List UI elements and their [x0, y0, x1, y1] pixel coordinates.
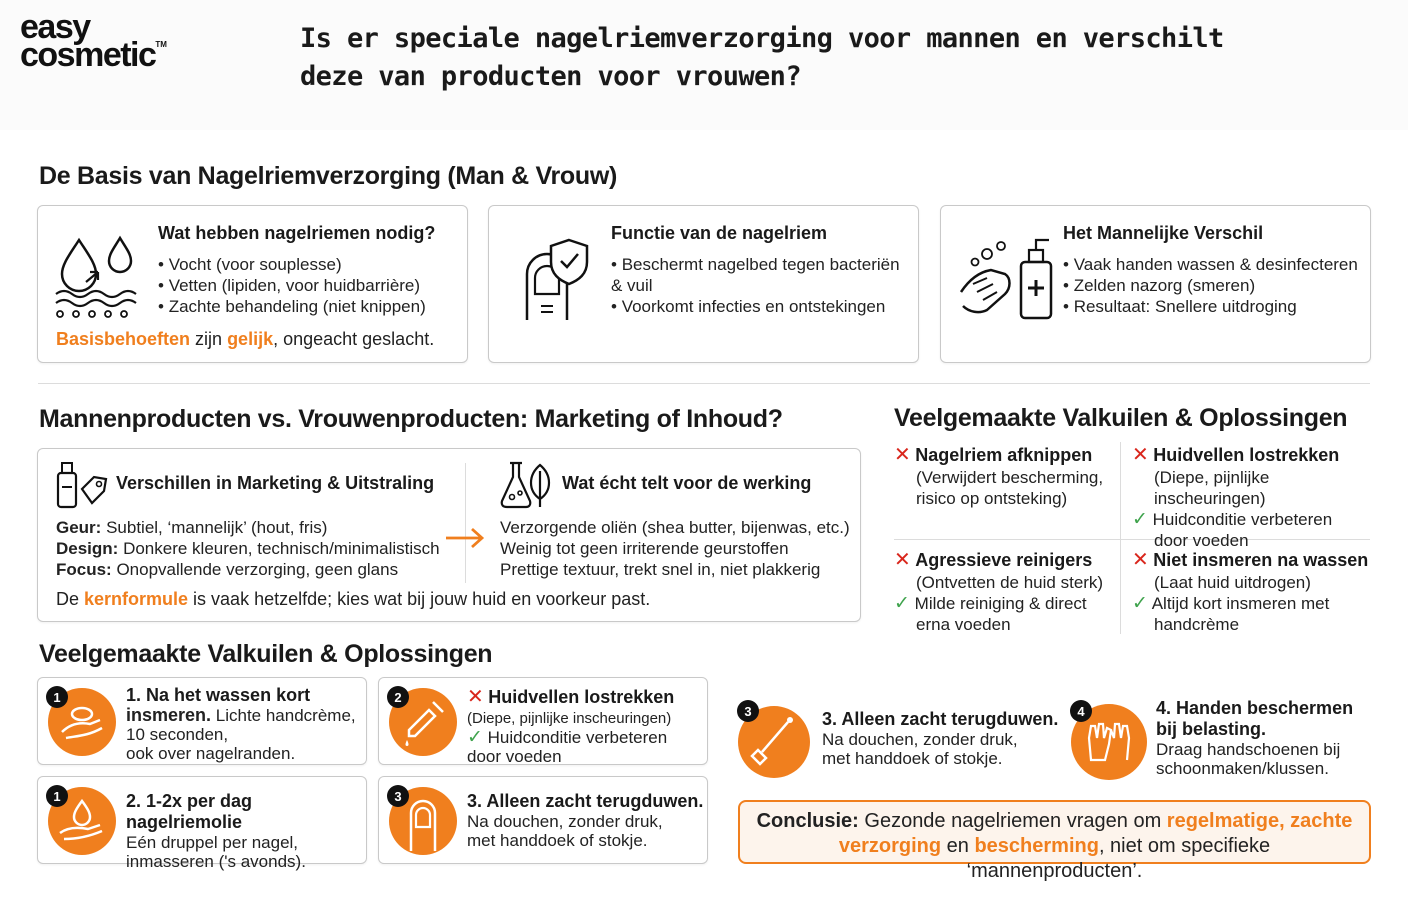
list-item: Prettige textuur, trekt snel in, niet plakkerig: [500, 560, 821, 579]
step-number: 3: [737, 700, 759, 722]
brand-line2: cosmetic: [20, 35, 156, 74]
list-item: • Zachte behandeling (niet knippen): [158, 296, 426, 317]
basis-card-difference: [940, 205, 1371, 363]
list-item: • Vaak handen wassen & desinfecteren: [1063, 254, 1358, 275]
list-item: • Vetten (lipiden, voor huidbarrière): [158, 275, 426, 296]
list-item: Design: Donkere kleuren, technisch/minimalistisch: [56, 539, 440, 558]
hand-wash-icon: [957, 232, 1057, 324]
check-icon: ✓: [467, 727, 483, 748]
finger-shield-icon: [519, 234, 599, 324]
list-item: • Resultaat: Snellere uitdroging: [1063, 296, 1358, 317]
pitfall-item: ✕ Huidvellen lostrekken (Diepe, pijnlijke inscheuringen) ✓ Huidconditie verbeteren door voeden: [1132, 444, 1340, 550]
list-item: • Vocht (voor souplesse): [158, 254, 426, 275]
water-drops-icon: [52, 232, 142, 322]
mvv-left-title: Verschillen in Marketing & Uitstraling: [116, 473, 435, 493]
card-needs-list: [158, 254, 426, 317]
page-title: Is er speciale nagelriemverzorging voor mannen en verschilt deze van producten voor vrouwen?: [300, 23, 1224, 92]
x-icon: ✕: [467, 686, 484, 708]
mvv-left-rows: [56, 517, 440, 580]
list-item: Weinig tot geen irriterende geurstoffen: [500, 539, 789, 558]
step-number: 3: [387, 785, 409, 807]
step-number: 1: [46, 785, 68, 807]
mvv-footer: De kernformule is vaak hetzelfde; kies wat bij jouw huid en voorkeur past.: [56, 589, 651, 609]
step-card: 1 1. Na het wassen kort insmeren. Lichte handcrème, 10 seconden, ook over nagelranden.: [37, 677, 367, 765]
card-difference-title: Het Mannelijke Verschil: [1063, 223, 1264, 243]
brand-line1: easy: [20, 8, 90, 46]
brand-logo[interactable]: [20, 8, 190, 74]
list-item: Verzorgende oliën (shea butter, bijenwas, etc.): [500, 518, 850, 537]
step-card: 2 ✕ Huidvellen lostrekken (Diepe, pijnlijke inscheuringen) ✓ Huidconditie verbeteren door voeden: [378, 677, 708, 765]
basis-heading: De Basis van Nagelriemverzorging (Man & Vrouw): [39, 162, 618, 190]
bottle-tag-icon: [54, 459, 108, 511]
x-icon: ✕: [894, 549, 911, 571]
mvv-heading: Mannenproducten vs. Vrouwenproducten: Marketing of Inhoud?: [39, 405, 783, 433]
pitfall-item: ✕ Niet insmeren na wassen (Laat huid uitdrogen) ✓ Altijd kort insmeren met handcrème: [1132, 549, 1369, 634]
mvv-right-rows: [500, 517, 850, 580]
pitfall-item: ✕ Agressieve reinigers (Ontvetten de huid sterk) ✓ Milde reiniging & direct erna voeden: [894, 549, 1104, 634]
card-function-title: Functie van de nagelriem: [611, 223, 828, 243]
card-needs-note: Basisbehoeften zijn gelijk, ongeacht geslacht.: [56, 329, 435, 349]
list-item: Focus: Onopvallende verzorging, geen glans: [56, 560, 399, 579]
section-divider: [38, 383, 1370, 384]
card-difference-list: [1063, 254, 1358, 317]
x-icon: ✕: [1132, 549, 1149, 571]
conclusion-label: Conclusie:: [756, 810, 859, 832]
mvv-column-divider: [465, 463, 466, 583]
step-card: 3 3. Alleen zacht terugduwen. Na douchen, zonder druk, met handdoek of stokje.: [378, 776, 708, 864]
flask-leaf-icon: [498, 459, 552, 511]
arrow-right-icon: [444, 527, 486, 549]
steps-heading: Veelgemaakte Valkuilen & Oplossingen: [39, 640, 493, 668]
pitfalls-heading: Veelgemaakte Valkuilen & Oplossingen: [894, 404, 1348, 432]
list-item: Geur: Subtiel, ‘mannelijk’ (hout, fris): [56, 518, 328, 537]
check-icon: ✓: [1132, 593, 1148, 614]
list-item: • Zelden nazorg (smeren): [1063, 275, 1358, 296]
basis-card-function: [488, 205, 919, 363]
check-icon: ✓: [1132, 509, 1148, 530]
pitfalls-vdivider: [1120, 442, 1121, 634]
pitfall-item: ✕ Nagelriem afknippen (Verwijdert bescherming, risico op ontsteking): [894, 444, 1104, 508]
step-number: 2: [387, 686, 409, 708]
x-icon: ✕: [894, 444, 911, 466]
step-card: 1 2. 1-2x per dag nagelriemolie Eén druppel per nagel, inmasseren ('s avonds).: [37, 776, 367, 864]
step-block: 3. Alleen zacht terugduwen. Na douchen, zonder druk, met handdoek of stokje.: [822, 709, 1059, 768]
list-item: • Beschermt nagelbed tegen bacteriën & vuil: [611, 255, 900, 295]
card-needs-title: Wat hebben nagelriemen nodig?: [158, 223, 436, 243]
card-function-list: [611, 254, 911, 317]
brand-tm: TM: [155, 39, 167, 49]
conclusion-box: Conclusie: Gezonde nagelriemen vragen om regelmatige, zachte verzorging en bescherming, niet om specifieke ‘mannenproducten’.: [738, 800, 1371, 864]
mvv-right-title: Wat écht telt voor de werking: [562, 473, 812, 493]
basis-card-needs: [37, 205, 468, 363]
list-item: • Voorkomt infecties en ontstekingen: [611, 297, 886, 316]
check-icon: ✓: [894, 593, 910, 614]
x-icon: ✕: [1132, 444, 1149, 466]
step-block: 4. Handen beschermen bij belasting. Draag handschoenen bij schoonmaken/klussen.: [1156, 698, 1354, 778]
mvv-card: [37, 448, 861, 622]
step-number: 4: [1070, 700, 1092, 722]
step-number: 1: [46, 686, 68, 708]
